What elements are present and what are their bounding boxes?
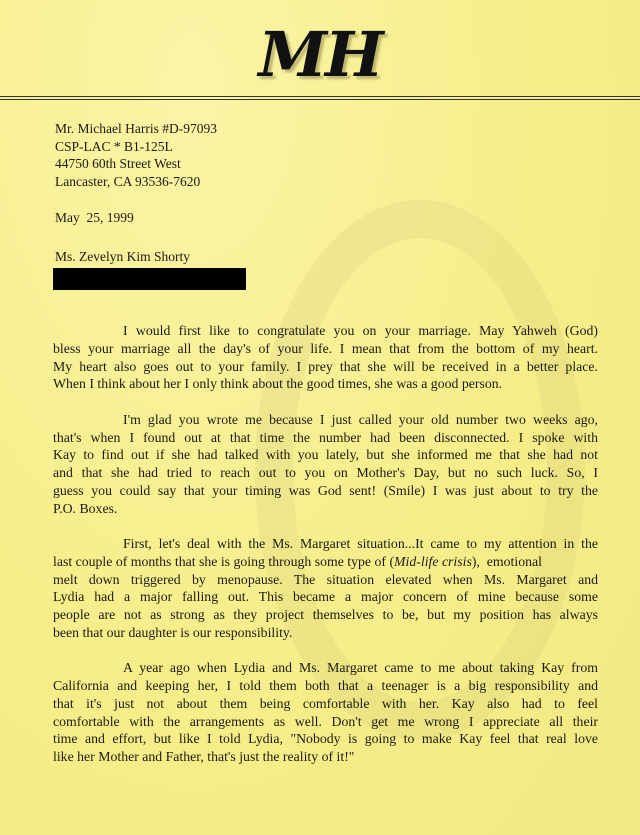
paragraph: [53, 322, 598, 393]
sender-line: Mr. Michael Harris #D-97093: [55, 121, 217, 136]
text-line: First, let's deal with the Ms. Margaret situation...It came to my attention in the: [123, 536, 598, 551]
text-line: guess you could say that your timing was God sent! (Smile) I was just about to try the: [53, 482, 598, 498]
text-line: When I think about her I only think about the good times, she was a good person.: [53, 376, 503, 392]
sender-line: Lancaster, CA 93536-7620: [55, 173, 201, 189]
text-line: Kay to find out if she had talked with you lately, but she informed me that she had not: [53, 447, 598, 463]
text-line: that's when I found out at that time the number had been disconnected. I spoke with: [53, 429, 598, 445]
text-line: been that our daughter is our responsibility.: [53, 624, 293, 640]
text-line: melt down triggered by menopause. The situation elevated when Ms. Margaret and: [53, 571, 598, 587]
paragraph: [53, 411, 598, 518]
sender-line: CSP-LAC * B1-125L: [55, 138, 173, 154]
text-segment: ), emotional: [471, 553, 542, 569]
text-line: time and effort, but like I told Lydia, "Nobody is going to make Kay feel that real love: [53, 731, 598, 747]
sender-line: 44750 60th Street West: [55, 156, 181, 172]
letterhead-rule: [0, 96, 640, 100]
text-line: bless your marriage all the day's of your life. I mean that from the bottom of my heart.: [53, 340, 598, 356]
text-line: A year ago when Lydia and Ms. Margaret came to me about taking Kay from: [123, 660, 598, 676]
text-line: I'm glad you wrote me because I just called your old number two weeks ago,: [123, 411, 598, 427]
text-line: My heart also goes out to your family. I prey that she will be received in a better place.: [53, 358, 598, 374]
text-line: like her Mother and Father, that's just the reality of it!": [53, 749, 355, 764]
text-line: comfortable with the arrangements as well. Don't get me wrong I appreciate all their: [53, 713, 598, 729]
paragraph: [53, 659, 598, 766]
letter-body: [53, 322, 598, 784]
text-line: I would first like to congratulate you on your marriage. May Yahweh (God): [123, 323, 598, 338]
italic-phrase: Mid-life crisis: [394, 553, 472, 569]
recipient-name: Ms. Zevelyn Kim Shorty: [55, 249, 190, 264]
text-segment: last couple of months that she is going through some type of (: [53, 553, 395, 569]
text-line: that it's just not about them being comfortable with her. Kay also had to feel: [53, 695, 598, 711]
text-line: and that she had tried to reach out to you on Mother's Day, but no such luck. So, I: [53, 465, 598, 480]
text-line: people are not as strong as they project themselves to be, but my position has always: [53, 607, 598, 622]
paragraph: [53, 535, 598, 642]
letter-date: May 25, 1999: [55, 210, 134, 225]
text-line: [53, 553, 598, 571]
text-line: California and keeping her, I told them both that a teenager is a big responsibility and: [53, 678, 598, 693]
monogram-logo: MH: [258, 18, 382, 91]
text-line: P.O. Boxes.: [53, 500, 118, 516]
sender-address: [55, 120, 217, 190]
text-line: Lydia had a major falling out. This became a major concern of mine because some: [53, 589, 598, 605]
redaction-bar: [53, 268, 246, 290]
